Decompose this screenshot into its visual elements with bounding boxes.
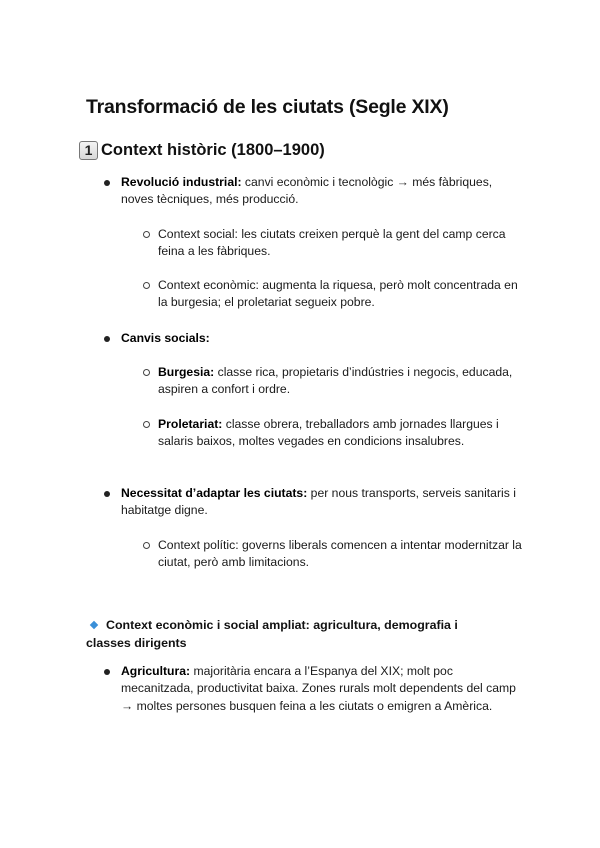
bullet-circle-icon [143, 421, 150, 428]
subsection-heading-text: Context econòmic i social ampliat: agricultura, demografia i classes dirigents [86, 618, 458, 650]
item-label: Proletariat: [158, 417, 223, 431]
list-item-revolucio-industrial [121, 174, 521, 209]
item-label: Agricultura: [121, 664, 191, 678]
section-heading-text: Context històric (1800–1900) [101, 141, 325, 159]
bullet-disc-icon [104, 180, 110, 186]
list-item-canvis-socials [121, 330, 521, 347]
item-text: Context social: les ciutats creixen perquè la gent del camp cerca feina a les fàbriques. [158, 227, 506, 259]
bullet-disc-icon [104, 336, 110, 342]
bullet-disc-icon [104, 491, 110, 497]
item-text: majoritària encara a l’Espanya del XIX; molt poc mecanitzada, productivitat baixa. Zones rurals molt dependents del camp → moltes persones busquen feina a les ciutats o emigren a Amèrica. [121, 664, 516, 713]
item-text: canvi econòmic i tecnològic → més fàbriques, noves tècniques, més producció. [121, 175, 493, 207]
bullet-disc-icon [104, 669, 110, 675]
blue-diamond-icon [90, 621, 98, 629]
page-title: Transformació de les ciutats (Segle XIX) [86, 96, 449, 118]
item-text: classe obrera, treballadors amb jornades llargues i salaris baixos, moltes vegades en condicions insalubres. [158, 417, 499, 449]
bullet-circle-icon [143, 282, 150, 289]
item-label: Burgesia: [158, 365, 215, 379]
bullet-circle-icon [143, 369, 150, 376]
section-heading-context [79, 141, 325, 160]
list-item-proletariat [158, 416, 523, 451]
list-item-agricultura [121, 663, 521, 715]
subsection-heading-context-ampliat [86, 617, 506, 652]
item-label: Necessitat d’adaptar les ciutats: [121, 486, 308, 500]
list-item-burgesia [158, 364, 523, 399]
item-text: Context polític: governs liberals comencen a intentar modernitzar la ciutat, però amb limitacions. [158, 538, 522, 570]
item-text: per nous transports, serveis sanitaris i habitatge digne. [121, 486, 516, 518]
list-item-necessitat [121, 485, 521, 520]
list-item-context-social [158, 226, 523, 261]
bullet-circle-icon [143, 542, 150, 549]
bullet-circle-icon [143, 231, 150, 238]
item-text: classe rica, propietaris d’indústries i negocis, educada, aspiren a confort i ordre. [158, 365, 513, 397]
item-label: Canvis socials: [121, 331, 210, 345]
item-label: Revolució industrial: [121, 175, 242, 189]
keycap-one-icon: 1 [79, 141, 98, 160]
list-item-context-politic [158, 537, 523, 572]
item-text: Context econòmic: augmenta la riquesa, però molt concentrada en la burgesia; el proletariat segueix pobre. [158, 278, 518, 310]
list-item-context-economic [158, 277, 523, 312]
